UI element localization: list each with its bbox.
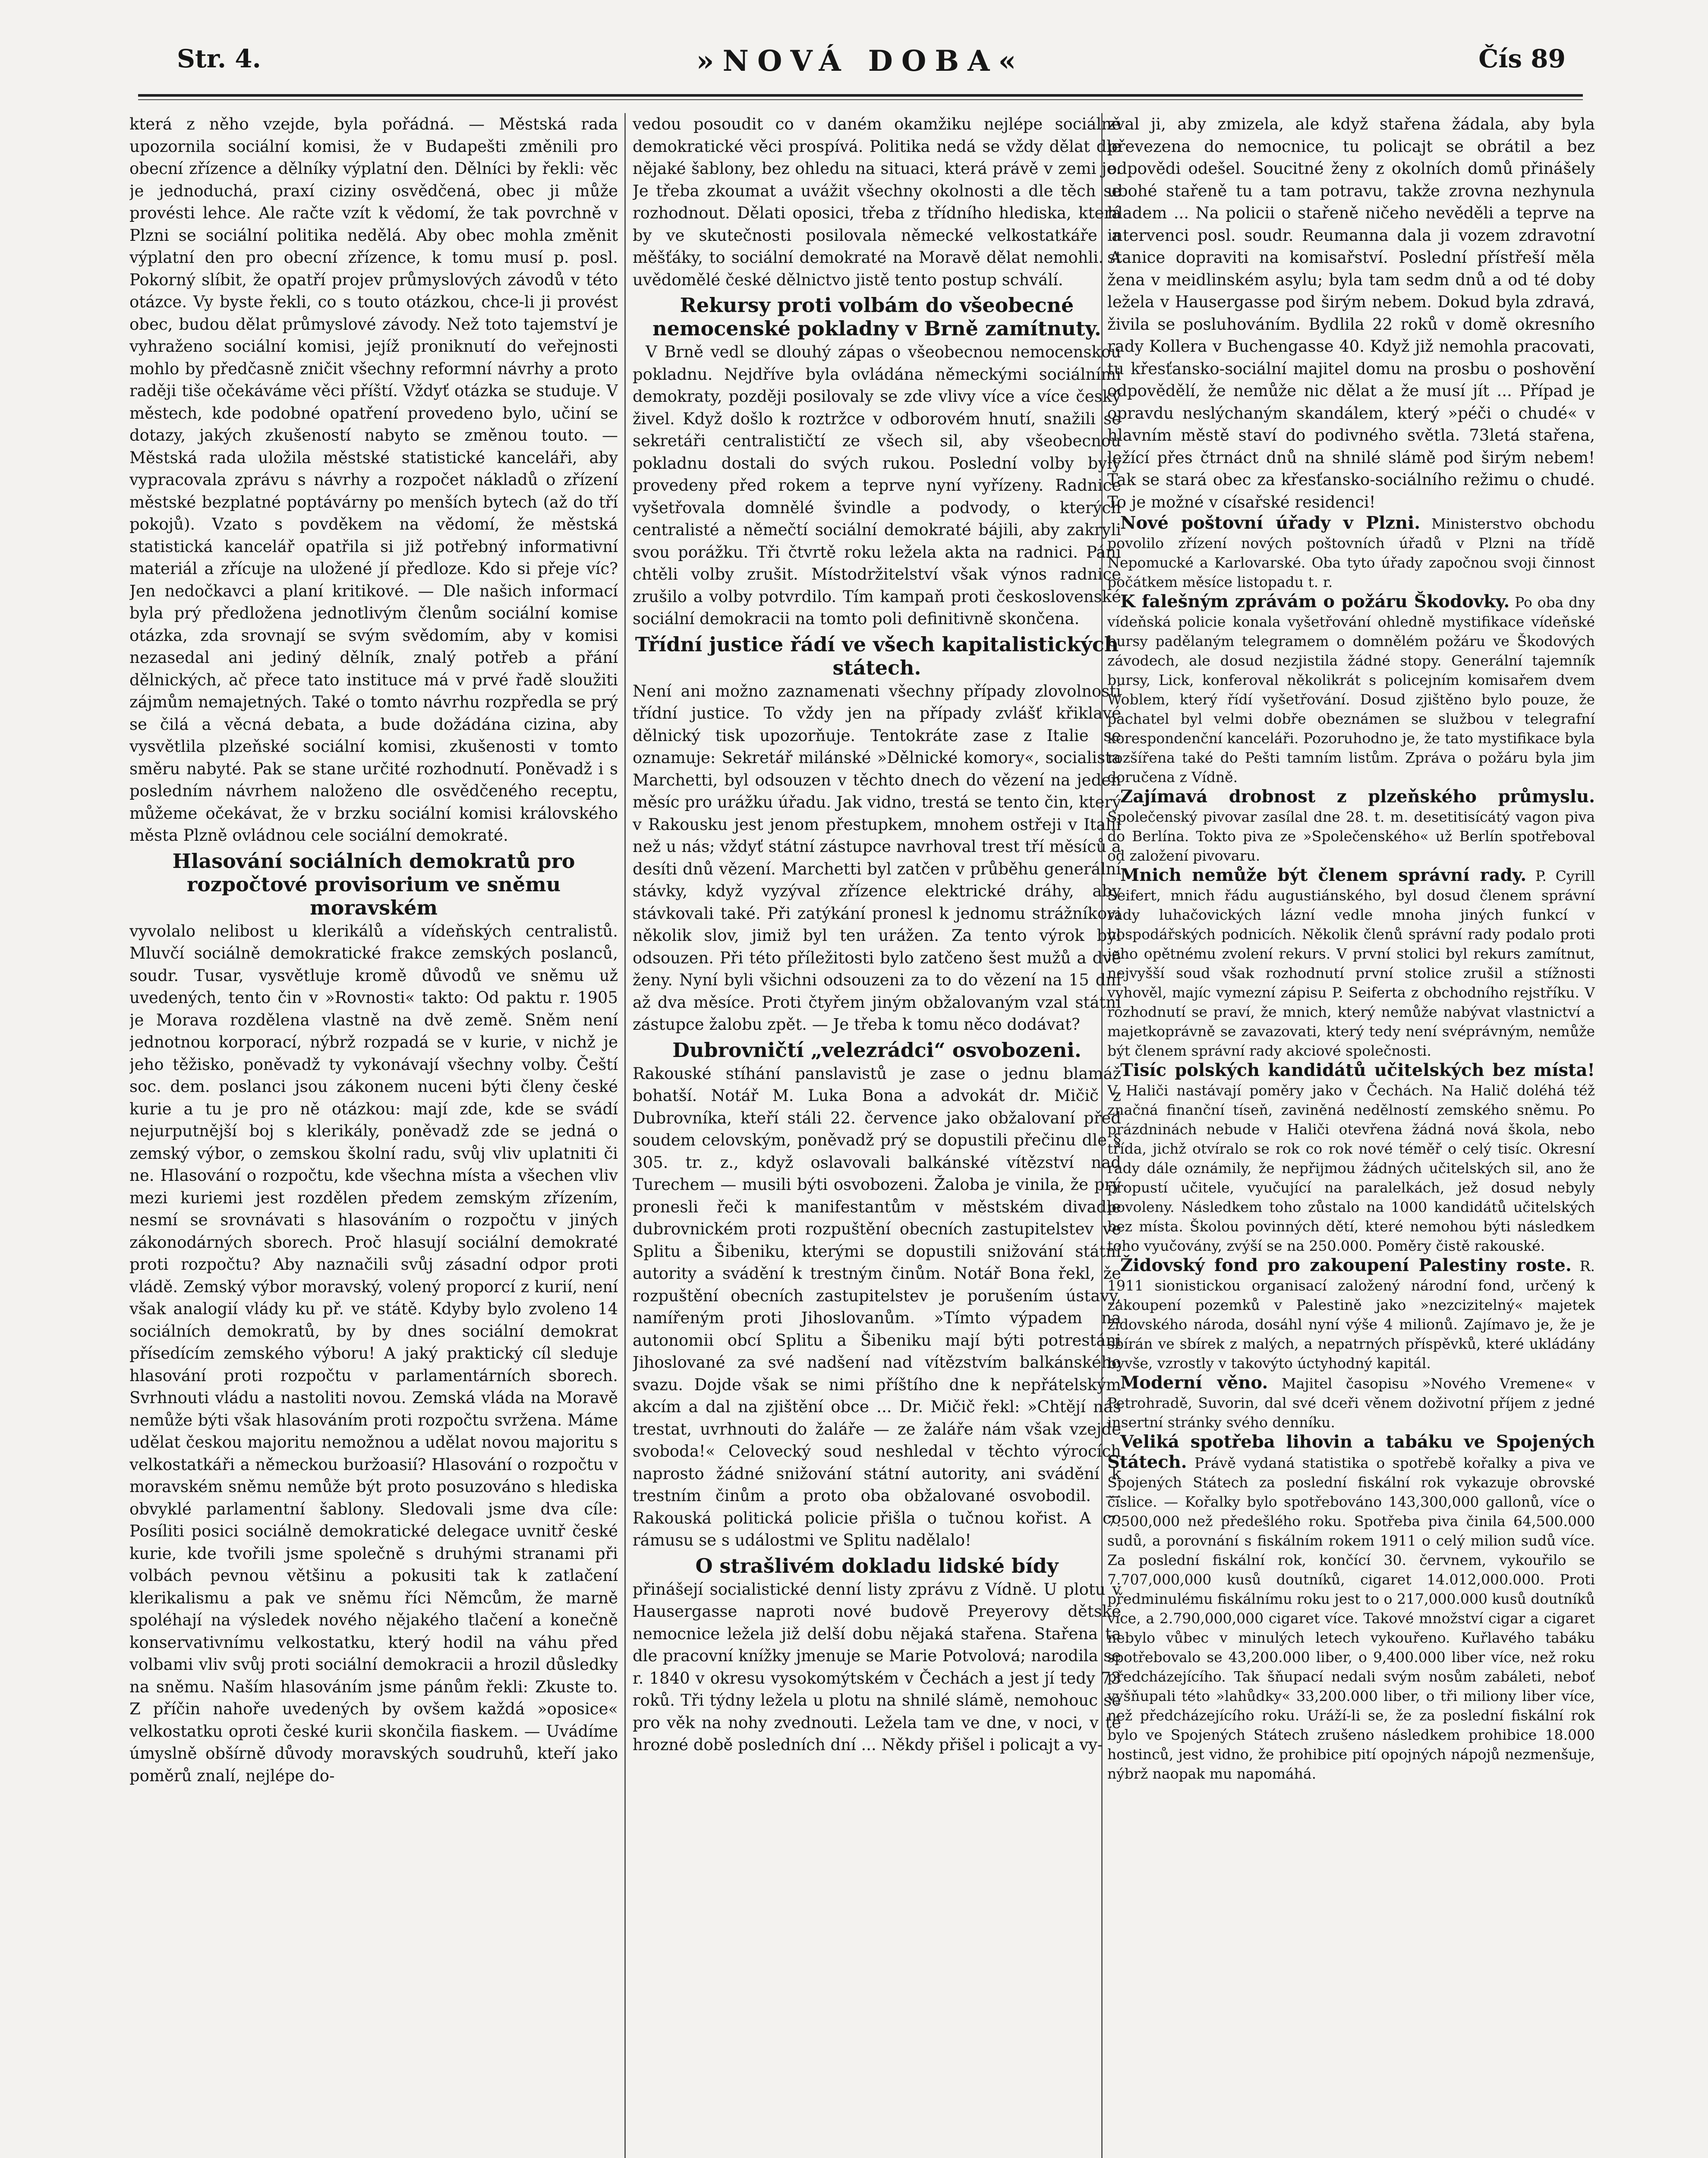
column-divider xyxy=(624,113,626,2158)
news-item-text: V Haliči nastávají poměry jako v Čechách. Na Halič doléhá též značná finanční tíseň, zaviněná nedělností zemského sněmu. Po prázdninách nebude v Haliči otevřena žádná nová škola, nebo třída, jichž otvíralo se rok co rok nové téměř o celý tisíc. Okresní rady dále oznámily, že nepřijmou žádných učitelských sil, ano že propustí učitele, vyučující na paralelkách, jež dosud nebyly povoleny. Následkem toho zůstalo na 1000 kandidátů učitelských bez místa. Školou povinných dětí, které nemohou býti následkem toho vyučovány, zvýší se na 250.000. Poměry čistě rakouské. xyxy=(1107,1082,1595,1254)
news-item-heading: Tisíc polských kandidátů učitelských bez místa! xyxy=(1120,1060,1595,1080)
issue-number: Čís 89 xyxy=(1478,44,1566,73)
news-item-text: Ministerstvo obchodu povolilo zřízení nových poštovních úřadů v Plzni na třídě Nepomucké a Karlovarské. Oba tyto úřady započnou svoji činnost počátkem měsíce listopadu t. r. xyxy=(1107,515,1595,590)
column-3 xyxy=(1107,113,1595,2158)
news-item-text: Majitel časopisu »Nového Vremene« v Petrohradě, Suvorin, dal své dceři věnem doživotní příjem z jedné insertní stránky svého denníku. xyxy=(1107,1375,1595,1431)
article-paragraph: která z něho vzejde, byla pořádná. — Městská rada upozornila sociální komisi, že v Budapešti změnili pro obecní zřízence a dělníky výplatní den. Dělníci by řekli: věc je jednoduchá, praxí ciziny osvědčená, obec ji může provésti lehce. Ale račte vzít k vědomí, že tak povrchně v Plzni se sociální politika nedělá. Aby obec mohla změnit výplatní den pro obecní zřízence, k tomu musí p. posl. Pokorný slíbit, že opatří projev průmyslových závodů v této otázce. Vy byste řekli, co s touto otázkou, chce-li ji provést obec, budou dělat průmyslové závody. Než toto tajemství je vyhraženo sociální komisi, jejíž proniknutí do veřejnosti mohlo by předčasně zničit všechny reformní návrhy a proto raději tiše očekáváme věci příští. Vždyť otázka se studuje. V městech, kde podobné opatření provedeno bylo, učiní se dotazy, jakých zkušeností nabyto se změnou touto. — Městská rada uložila městské statistické kanceláři, aby vypracovala zprávu s návrhy a rozpočet nákladů o zřízení městské bezplatné poptávárny po menších bytech (až do tří pokojů). Vzato s povděkem na vědomí, že městská statistická kancelář opatřila si již potřebný informativní materiál a zřícuje na uložené jí předloze. Kdo si přeje víc? Jen nedočkavci a planí kritikové. — Dle našich informací byla prý předložena jednotlivým členům sociální komise otázka, zda srovnají se svým svědomím, aby v komisi nezasedal ani jediný dělník, znalý potřeb a přání dělnických, ač přece tato instituce má v prvé řadě sloužiti zájmům nemajetných. Také o tomto návrhu rozpředla se prý se čilá a věcná debata, a bude dožádána cizina, aby vysvětlila plzeňské sociální komisi, zkušenosti v tomto směru nabyté. Pak se stane určité rozhodnutí. Poněvadž i s posledním návrhem naloženo dle osvědčeného receptu, můžeme očekávat, že v brzku sociální komisi královského města Plzně ovládnou cele sociální demokraté. xyxy=(129,115,618,845)
article-paragraph: V Brně vedl se dlouhý zápas o všeobecnou nemocenskou pokladnu. Nejdříve byla ovládána německými sociálními demokraty, později posilovaly se zde vlivy více a více český živel. Když došlo k roztržce v odborovém hnutí, snažili se sekretáři centralističtí ze všech sil, aby všeobecnou pokladnu dostali do svých rukou. Poslední volby byly provedeny před rokem a teprve nyní vyřízeny. Radnice vyšetřovala domnělé švindle a podvody, o kterých centralisté a němečtí sociální demokraté bájili, aby zakryli svou porážku. Tři čtvrtě roku ležela akta na radnici. Páni chtěli volby zrušit. Místodržitelství však výnos radnice zrušilo a volby potvrdilo. Tím kampaň proti československé sociální demokracii na tomto poli definitivně skončena. xyxy=(633,343,1121,628)
news-item-text: Po oba dny vídeňská policie konala vyšetřování ohledně mystifikace vídeňské bursy padělaným telegramem o domnělém požáru ve Škodových závodech, ale dosud nezjistila žádné stopy. Generální tajemník bursy, Lick, konferoval několikrát s policejním komisařem dvem Woblem, který řídí vyšetřování. Dosud zjištěno bylo pouze, že pachatel byl velmi dobře obeznámen se službou v telegrafní korespondenční kanceláři. Pozoruhodno je, že tato mystifikace byla rozšířena také do Pešti tamním listům. Zpráva o požáru byla jim doručena z Vídně. xyxy=(1107,594,1595,786)
news-item-heading: Nové poštovní úřady v Plzni. xyxy=(1120,513,1421,533)
news-item-text: P. Cyrill Seifert, mnich řádu augustiánského, byl dosud členem správní rady luhačovických lázní vedle mnoha jiných funkcí v hospodářských podnicích. Několik členů správní rady podalo proti jeho opětnému zvolení rekurs. V první stolici byl rekurs zamítnut, nejvyšší soud však rozhodnutí první stolice zrušil a stížnosti vyhověl, majíc vymezní zápisu P. Seiferta z obchodního rejstříku. V rozhodnutí se praví, že mnich, který nemůže nabývat vlastnictví a majetkoprávně se zavazovati, který tedy není svéprávným, nemůže být členem správní rady akciové společnosti. xyxy=(1107,868,1595,1059)
article-heading: Dubrovničtí „velezrádci“ osvobozeni. xyxy=(672,1038,1081,1062)
page-number: Str. 4. xyxy=(177,44,261,73)
news-item-heading: Židovský fond pro zakoupení Palestiny roste. xyxy=(1120,1255,1572,1275)
masthead-title: »NOVÁ DOBA« xyxy=(696,44,1025,78)
column-1 xyxy=(129,113,618,2158)
news-item-text: R. 1911 sionistickou organisací založený národní fond, určený k zakoupení pozemků v Palestině jako »nezcizitelný« majetek židovského národa, dosáhl nyní výše 4 milionů. Zajímavo je, že je sbírán ve sbírek z malých, a nepatrných příspěvků, které ukládány byvše, vzrostly v takovýto úctyhodný kapitál. xyxy=(1107,1258,1595,1372)
article-paragraph: vyvolalo nelibost u klerikálů a vídeňských centralistů. Mluvčí sociálně demokratické frakce zemských poslanců, soudr. Tusar, vysvětluje kromě důvodů ve sněmu už uvedených, tento čin v »Rovnosti« takto: Od paktu r. 1905 je Morava rozdělena vlastně na dvě země. Sněm není jednotnou korporací, nýbrž rozpadá se v kurie, v nichž je jeho těžisko, poněvadž ty vykonávají všechny volby. Čeští soc. dem. poslanci jsou zákonem nuceni býti členy české kurie a tu je pro ně otázkou: mají zde, kde se svádí nejurputnější boj s klerikály, poněvadž zde se jedná o zemský výbor, o zemskou školní radu, svůj vliv uplatniti či ne. Hlasování o rozpočtu, kde všechna místa a všechen vliv mezi kuriemi jest rozdělen předem zemským zřízením, nesmí se srovnávati s hlasováním o rozpočtu v jiných zákonodárných sborech. Proč hlasují sociální demokraté proti rozpočtu? Aby naznačili svůj zásadní odpor proti vládě. Zemský výbor moravský, volený proporcí z kurií, není však analogií vlády ku př. ve státě. Kdyby bylo zvoleno 14 sociálních demokratů, by by dnes sociální demokrat přísedícím zemského výboru! A jaký praktický cíl sleduje hlasování proti rozpočtu v parlamentárních sborech. Svrhnouti vládu a nastoliti novou. Zemská vláda na Moravě nemůže býti však hlasováním proti rozpočtu svržena. Máme udělat českou majoritu nemožnou a udělat novou majoritu s velkostatkáři a německou buržoasií? Hlasování o rozpočtu v moravském sněmu nemůže být proto posuzováno s hlediska obvyklé parlamentní šablony. Sledovali jsme dva cíle: Posíliti posici sociálně demokratické delegace uvnitř české kurie, kde tvořili jsme společně s druhými stranami při volbách pevnou většinu a pokusiti tak k zatlačení klerikalismu a pak ve sněmu říci Němcům, že marně spoléhají na výsledek nového nějakého tlačení a konečně konservativnímu velkostatku, který hodil na váhu před volbami vliv svůj proti sociální demokracii a hrozil důsledky na sněmu. Naším hlasováním jsme pánům řekli: Zkuste to. Z příčin nahoře uvedených by ovšem každá »oposice« velkostatku oproti české kurii skončila fiaskem. — Uvádíme úmyslně obšírně důvody moravských soudruhů, kteří jako poměrů znalí, nejlépe do- xyxy=(129,921,618,1785)
news-item-heading: Mnich nemůže být členem správní rady. xyxy=(1120,865,1527,885)
article-paragraph: Není ani možno zaznamenati všechny případy zlovolnosti třídní justice. To vždy jen na případy zvlášť křiklavé dělnický tisk upozorňuje. Tentokráte zase z Italie se oznamuje: Sekretář milánské »Dělnické komory«, socialista Marchetti, byl odsouzen v těchto dnech do vězení na jeden měsíc pro urážku úřadu. Jak vidno, trestá se tento čin, který v Rakousku jest jenom přestupkem, mnohem ostřeji v Italii než u nás; vždyť státní zástupce navrhoval trest tří měsíců a desíti dnů vězení. Marchetti byl zatčen v průběhu generální stávky, když vyzýval zřízence elektrické dráhy, aby stávkovali také. Při zatýkání pronesl k jednomu strážníkovi několik slov, jimiž byl ten urážen. Za tento výrok byl odsouzen. Při této příležitosti bylo zatčeno šest mužů a dvě ženy. Nyní byli všichni odsouzeni za to do vězení na 15 dní až dva měsíce. Proti čtyřem jiným obžalovaným vzal státní zástupce žalobu zpět. — Je třeba k tomu něco dodávat? xyxy=(633,681,1121,1034)
news-item-heading: Moderní věno. xyxy=(1120,1372,1268,1393)
article-heading: O strašlivém dokladu lidské bídy xyxy=(695,1554,1059,1577)
column-2 xyxy=(633,113,1121,2158)
news-item-text: Právě vydaná statistika o spotřebě kořalky a piva ve Spojených Státech za poslední fiskální rok vykazuje obrovské číslice. — Kořalky bylo spotřebováno 143,300,000 gallonů, více o 7.500,000 než předešlého roku. Spotřeba piva činila 64,500.000 sudů, a porovnání s fiskálním rokem 1911 o celý milion sudů více. Za poslední fiskální rok, končící 30. červnem, vykouřilo se 7.707,000,000 kusů doutníků, cigaret 14.012,000.000. Proti předminulému fiskálnímu roku jest to o 217,000.000 kusů doutníků více, a 2.790,000,000 cigaret více. Takové množství cigar a cigaret nebylo vůbec v minulých letech vykouřeno. Kuřlavého tabáku spotřebovalo se 43,200.000 liber, o 9,400.000 liber více, než roku předcházejícího. Tak šňupací nedali svým nosům zabáleti, neboť vyšňupali této »lahůdky« 33,200.000 liber, o tři miliony liber více, než předcházejícího roku. Uráží-li se, že za poslední fiskální rok bylo ve Spojených Státech zrušeno následkem prohibice 18.000 hostinců, jest vidno, že prohibice pití opojných nápojů nezmenšuje, nýbrž naopak mu napomáhá. xyxy=(1107,1454,1595,1782)
article-heading: Hlasování sociálních demokratů pro rozpočtové provisorium ve sněmu moravském xyxy=(172,849,575,919)
article-paragraph: Rakouské stíhání panslavistů je zase o jednu blamáž bohatší. Notář M. Luka Bona a advokát dr. Mičič z Dubrovníka, kteří stáli 22. července jako obžalovaní před soudem celovským, poněvadž prý se dopustili přečinu dle § 305. tr. z., když oslavovali balkánské vítězství nad Turechem — musili býti osvobozeni. Žaloba je vinila, že prý pronesli řeči k manifestantům v městském divadle dubrovnickém proti rozpuštění obecních zastupitelstev ve Splitu a Šibeniku, kterými se dopustili snižování státní autority a svádění k trestným činům. Notář Bona řekl, že rozpuštění obecních zastupitelstev je porušením ústavy, namířeným proti Jihoslovanům. »Tímto výpadem na autonomii obcí Splitu a Šibeniku mají býti potrestáni Jihoslované za své nadšení nad vítězstvím balkánského svazu. Dojde však se nimi příštího dne k nepřátelským akcím a dal na zjištění obce ... Dr. Mičič řekl: »Chtějí nás trestat, uvrhnouti do žaláře — ze žaláře nám však vzejde svoboda!« Celovecký soud neshledal v těchto výrocích naprosto žádné snižování státní autority, ani svádění k trestním činům a proto oba obžalované osvobodil. — Rakouská politická policie přišla o tučnou kořist. A co rámusu se s událostmi ve Splitu nadělalo! xyxy=(633,1064,1121,1549)
news-item-heading: Veliká spotřeba lihovin a tabáku ve Spojených Státech. xyxy=(1107,1432,1595,1472)
news-item-text: Společenský pivovar zasílal dne 28. t. m. desetitisícátý vagon piva do Berlína. Tokto piva ze »Společenského« už Berlín spotřeboval od založení pivovaru. xyxy=(1107,808,1595,864)
header-rule xyxy=(138,94,1583,97)
page-header xyxy=(142,40,1579,91)
article-heading: Rekursy proti volbám do všeobecné nemocenské pokladny v Brně zamítnuty. xyxy=(652,293,1101,340)
article-paragraph: vedou posoudit co v daném okamžiku nejlépe sociálně demokratické věci prospívá. Politika nedá se vždy dělat dle nějaké šablony, bez ohledu na situaci, která právě v zemi je. Je třeba zkoumat a uvážit všechny okolnosti a dle těch se rozhodnout. Dělati oposici, třeba z třídního hlediska, která by ve skutečnosti posilovala německé velkostatkáře a měšťáky, to sociální demokraté na Moravě dělat nemohli. A uvědomělé české dělnictvo jistě tento postup schválí. xyxy=(633,115,1121,289)
news-item-heading: K falešným zprávám o požáru Škodovky. xyxy=(1120,591,1510,612)
header-rule-thin xyxy=(138,99,1583,100)
article-paragraph: zval ji, aby zmizela, ale když stařena žádala, aby byla převezena do nemocnice, tu policajt se obrátil a bez odpovědi odešel. Soucitné ženy z okolních domů přinášely ubohé stařeně tu a tam potravu, takže zrovna nezhynula hladem ... Na policii o stařeně ničeho nevěděli a teprve na intervenci posl. soudr. Reumanna dala ji vozem zdravotní stanice dopraviti na komisařství. Poslední přístřeší měla žena v meidlinském asylu; byla tam sedm dnů a od té doby ležela v Hausergasse pod širým nebem. Dokud byla zdravá, živila se posluhováním. Bydlila 22 roků v domě okresního rady Kollera v Buchengasse 40. Když již nemohla pracovati, tu křesťansko-sociální majitel domu na prosbu o poshovění odpovědělí, že nemůže nic dělat a že musí jít ... Případ je opravdu neslýchaným skandálem, který »péči o chudé« v hlavním městě staví do podivného světla. 73letá stařena, ležící přes čtrnáct dnů na shnilé slámě pod širým nebem! Tak se stará obec za křesťansko-sociálního režimu o chudé. To je možné v císařské residenci! xyxy=(1107,115,1595,511)
article-paragraph: přinášejí socialistické denní listy zprávu z Vídně. U plotu v Hausergasse naproti nové budově Preyerovy dětské nemocnice ležela již delší dobu nějaká stařena. Stařena ta dle pracovní knížky jmenuje se Marie Potvolová; narodila se r. 1840 v okresu vysokomýtském v Čechách a jest jí tedy 73 roků. Tři týdny ležela u plotu na shnilé slámě, nemohouc se pro věk na nohy zvednouti. Ležela tam ve dne, v noci, v té hrozné době posledních dní ... Někdy přišel i policajt a vy- xyxy=(633,1580,1121,1754)
article-heading: Třídní justice řádí ve všech kapitalistických státech. xyxy=(635,632,1119,679)
news-item-heading: Zajímavá drobnost z plzeňského průmyslu. xyxy=(1120,786,1595,807)
